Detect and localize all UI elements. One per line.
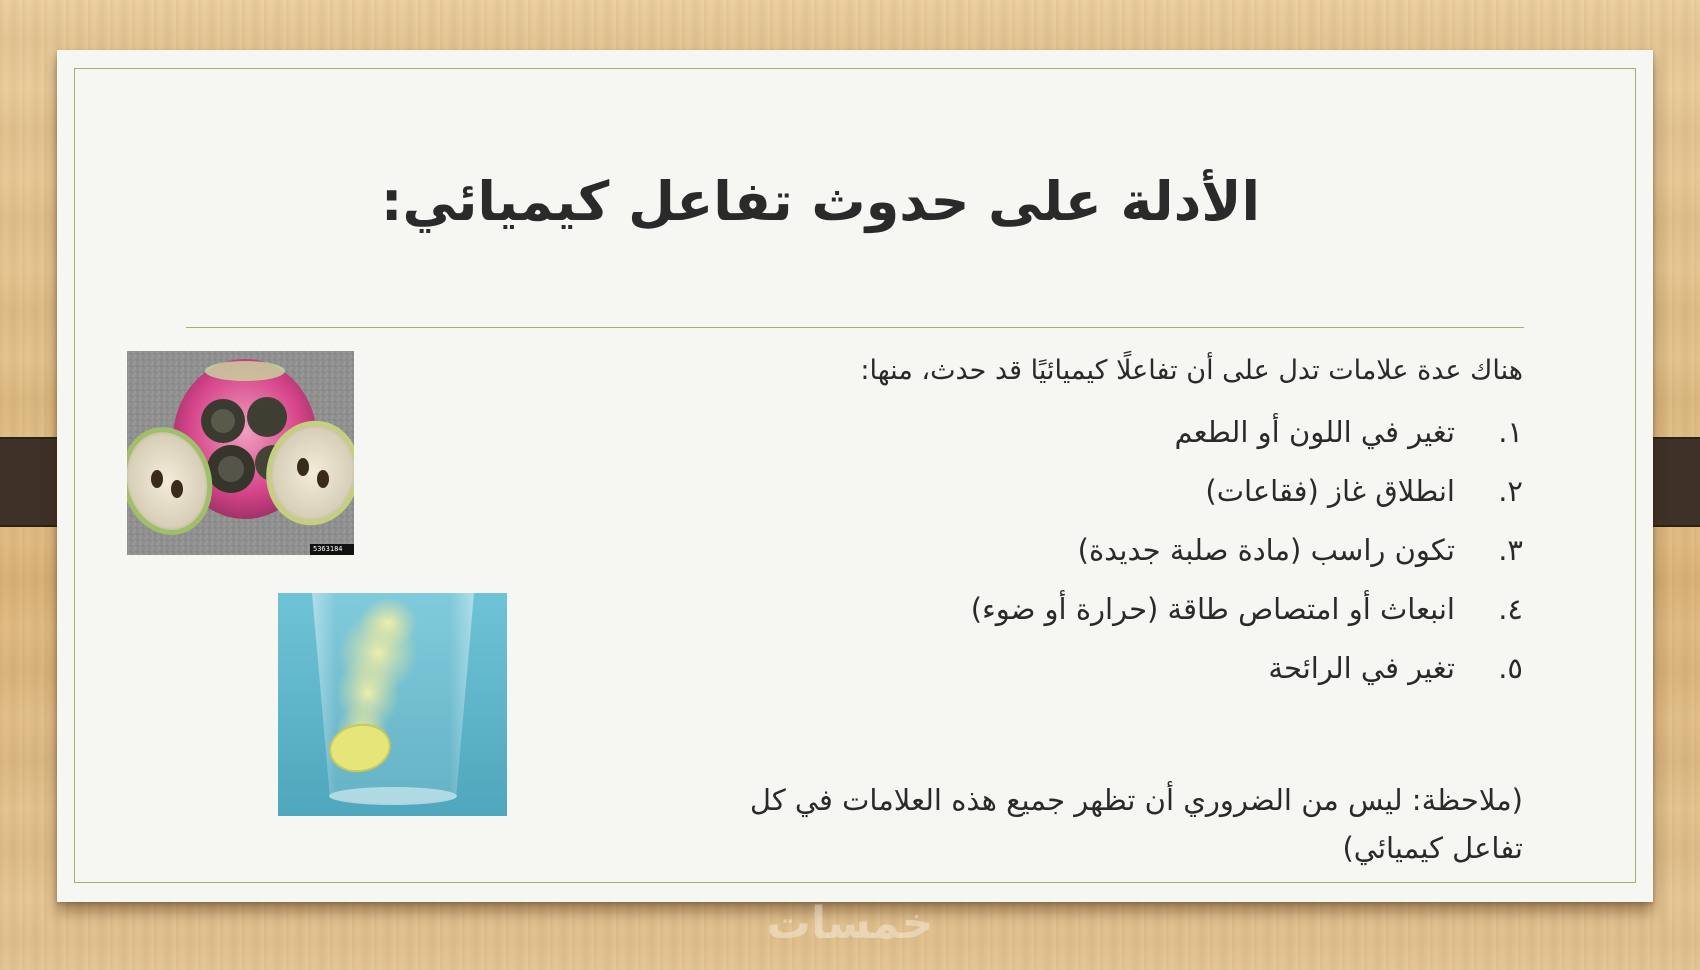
list-item-number: ٢. [1498,473,1523,508]
evidence-list [700,402,1523,697]
photo-id-label: 5363184 [313,545,343,553]
list-item-text: تغير في الرائحة [1268,650,1455,685]
list-item [700,579,1523,638]
list-item [700,461,1523,520]
list-item-text: انطلاق غاز (فقاعات) [1205,473,1455,508]
list-item-text: انبعاث أو امتصاص طاقة (حرارة أو ضوء) [970,591,1455,626]
list-item-number: ٣. [1498,532,1523,567]
list-item-text: تغير في اللون أو الطعم [1174,414,1455,449]
slide-title: الأدلة على حدوث تفاعل كيميائي: [380,170,1260,233]
list-item [700,402,1523,461]
intro-text: هناك عدة علامات تدل على أن تفاعلًا كيميائيًا قد حدث، منها: [860,355,1523,386]
note-text: (ملاحظة: ليس من الضروري أن تظهر جميع هذه العلامات في كل تفاعل كيميائي) [749,783,1523,865]
effervescent-tablet-photo [278,593,507,816]
list-item [700,520,1523,579]
list-item-text: تكون راسب (مادة صلبة جديدة) [1077,532,1455,567]
watermark-logo: خمسات [766,898,934,949]
apple-photo [127,351,354,555]
list-item-number: ٥. [1498,650,1523,685]
list-item-number: ٤. [1498,591,1523,626]
list-item-number: ١. [1498,414,1523,449]
list-item [700,638,1523,697]
title-divider [186,327,1524,328]
evidence-content [700,355,1523,697]
